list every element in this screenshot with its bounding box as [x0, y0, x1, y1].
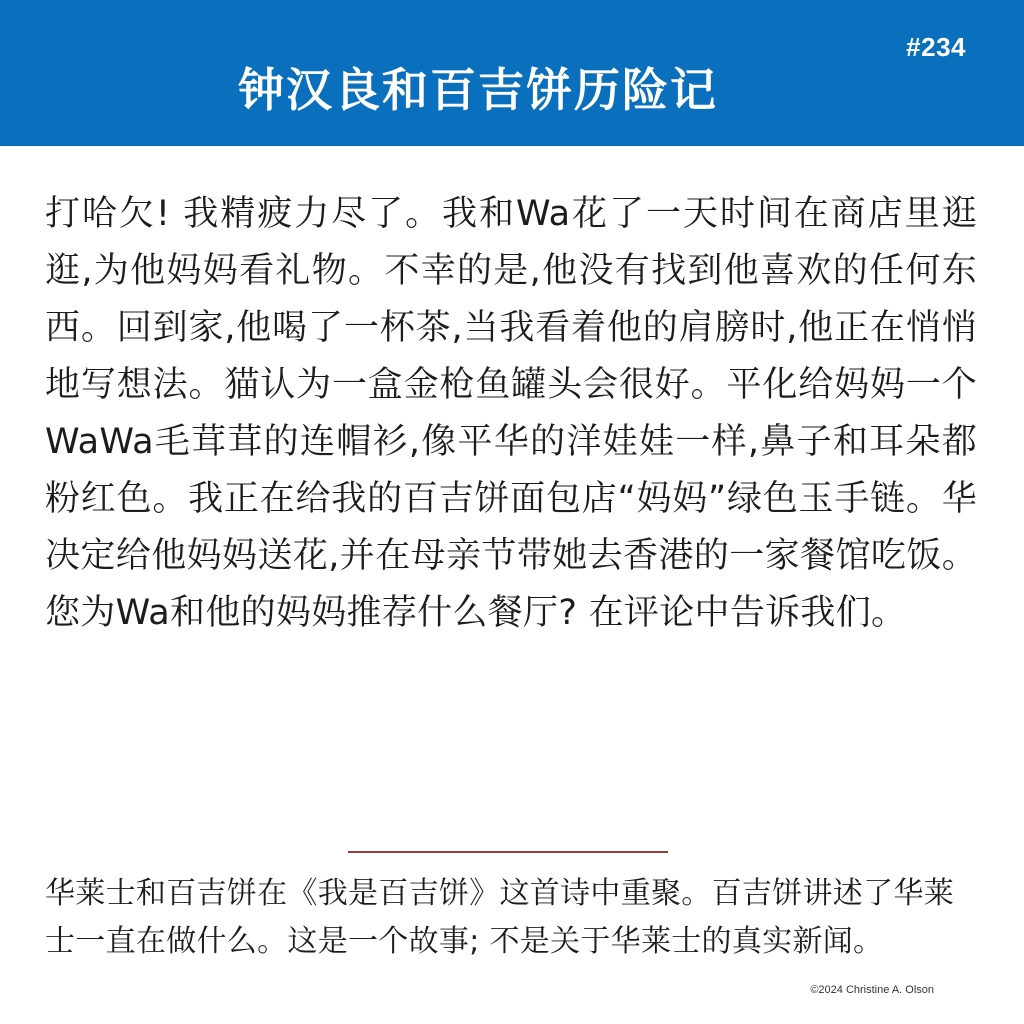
disclaimer-note: 华莱士和百吉饼在《我是百吉饼》这首诗中重聚。百吉饼讲述了华莱士一直在做什么。这是一个故事; 不是关于华莱士的真实新闻。 — [45, 876, 954, 959]
header-banner — [0, 0, 1024, 146]
copyright-notice: ©2024 Christine A. Olson — [810, 984, 934, 996]
page-title: 钟汉良和百吉饼历险记 — [238, 63, 718, 117]
section-divider — [348, 851, 668, 853]
episode-number: #234 — [906, 32, 966, 62]
story-text: 打哈欠! 我精疲力尽了。我和Wa花了一天时间在商店里逛逛,为他妈妈看礼物。不幸的是,他没有找到他喜欢的任何东西。回到家,他喝了一杯茶,当我看着他的肩膀时,他正在悄悄地写想法。猫认为一盒金枪鱼罐头会很好。平化给妈妈一个WaWa毛茸茸的连帽衫,像平华的洋娃娃一样,鼻子和耳朵都粉红色。我正在给我的百吉饼面包店“妈妈”绿色玉手链。华决定给他妈妈送花,并在母亲节带她去香港的一家餐馆吃饭。您为Wa和他的妈妈推荐什么餐厅? 在评论中告诉我们。 — [45, 194, 977, 633]
